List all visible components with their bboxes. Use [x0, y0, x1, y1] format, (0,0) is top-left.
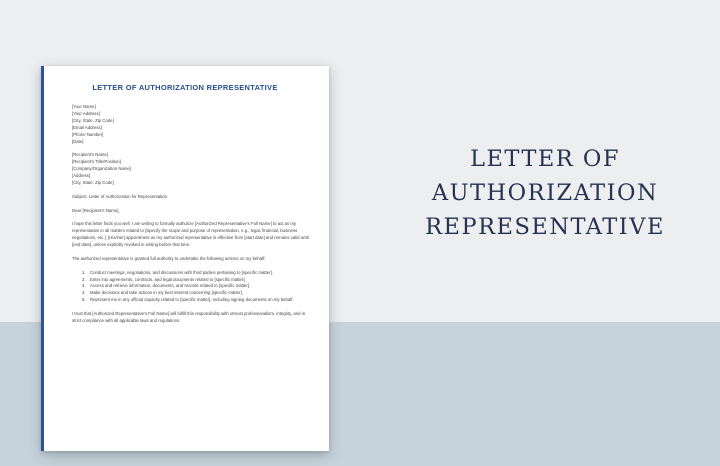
list-item-text: Make decisions and take actions in my best interest concerning [specific matter]. — [90, 290, 243, 296]
list-item — [72, 270, 312, 277]
list-item-number: 2. — [82, 276, 86, 282]
list-item — [72, 290, 312, 297]
recipient-line: [City, State, Zip Code] — [72, 179, 114, 185]
sender-line: [Date] — [72, 138, 84, 144]
list-item — [72, 297, 312, 304]
recipient-line: [Address] — [72, 173, 91, 179]
list-item-number: 3. — [82, 283, 86, 289]
list-item-text: Enter into agreements, contracts, and legal documents related to [specific matter]. — [90, 276, 246, 282]
list-item-number: 1. — [82, 269, 86, 275]
paragraph-authority: The authorized representative is granted full authority to undertake the following actions on my behalf: — [72, 255, 266, 261]
document-title: LETTER OF AUTHORIZATION REPRESENTATIVE — [92, 83, 278, 92]
letter-document-preview — [41, 66, 329, 451]
recipient-block — [72, 152, 312, 187]
list-item-text: Represent me in any official capacity related to [specific matter], including signing documents on my behalf. — [90, 297, 294, 303]
document-body — [72, 104, 312, 325]
headline-title — [425, 142, 665, 244]
list-item-number: 4. — [82, 290, 86, 296]
list-item-text: Conduct meetings, negotiations, and discussions with third parties pertaining to [specific matter]. — [90, 269, 273, 275]
actions-list — [72, 270, 312, 305]
headline-line: AUTHORIZATION — [431, 180, 659, 206]
list-item-number: 5. — [82, 297, 86, 303]
sender-line: [Email Address] — [72, 124, 102, 130]
recipient-line: [Company/Organization Name] — [72, 166, 131, 172]
sender-block — [72, 104, 312, 145]
sender-line: [Phone Number] — [72, 131, 104, 137]
sender-line: [City, State, Zip Code] — [72, 117, 114, 123]
headline-line: REPRESENTATIVE — [425, 214, 665, 240]
sender-line: [Your Address] — [72, 110, 100, 116]
greeting: Dear [Recipient's Name], — [72, 207, 120, 213]
list-item — [72, 277, 312, 284]
recipient-line: [Recipient's Title/Position] — [72, 159, 121, 165]
list-item-text: Access and retrieve information, documents, and records related to [specific matter]. — [90, 283, 251, 289]
headline-line: LETTER OF — [470, 146, 620, 172]
paragraph-closing: I trust that [Authorized Representative's Full Name] will fulfill this responsibility with utmost professionalism, integrity, and in strict compliance with all applicable laws and regulations. — [72, 311, 306, 323]
subject-line: Subject: Letter of Authorization for Representation — [72, 193, 168, 199]
sender-line: [Your Name] — [72, 104, 96, 109]
list-item — [72, 283, 312, 290]
document-accent-stripe — [41, 66, 44, 451]
recipient-line: [Recipient's Name] — [72, 152, 108, 158]
paragraph-intro: I hope this letter finds you well. I am writing to formally authorize [Authorized Representative's Full Name] to act as my representative in all matters related to [Specify the scope and purpose of representation, e.g., legal, financial, business negotiations, etc.]. [His/Her] appointment as my authorized representative is effective from [start date] and remains valid until [end date], unless explicitly revoked in writing before that time. — [72, 221, 309, 248]
